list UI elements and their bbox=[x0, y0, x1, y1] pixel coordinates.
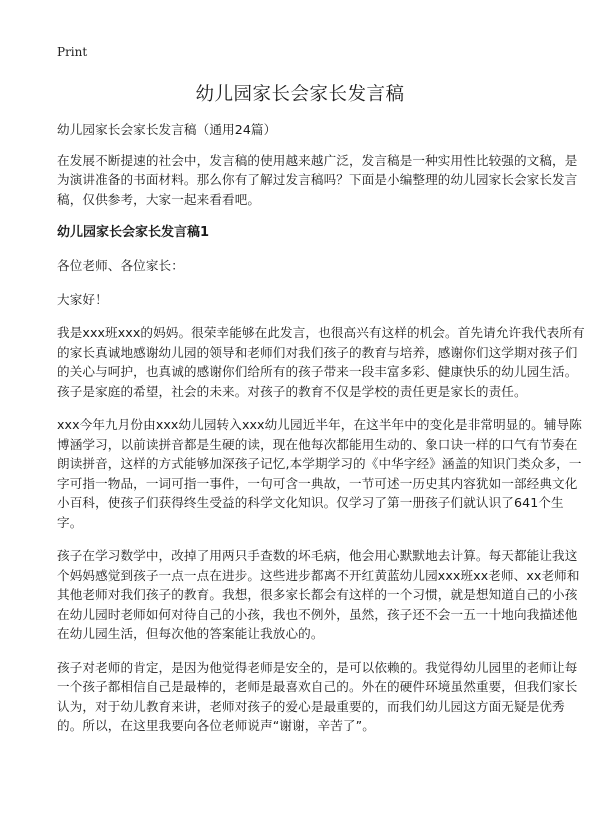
greeting-line: 各位老师、各位家长： bbox=[57, 258, 184, 273]
section-heading: 幼儿园家长会家长发言稿1 bbox=[57, 225, 210, 240]
print-link[interactable]: Print bbox=[57, 45, 88, 59]
document-subtitle: 幼儿园家长会家长发言稿（通用24篇） bbox=[57, 122, 277, 137]
hello-line: 大家好！ bbox=[57, 291, 108, 307]
body-paragraph: 孩子对老师的肯定，是因为他觉得老师是安全的，是可以依赖的。我觉得幼儿园里的老师让每一个孩子都相信自己是最棒的，老师是最喜欢自己的。外在的硬件环境虽然重要，但我们家长认为，对于幼儿教育来讲，老师对孩子的爱心是最重要的，而我们幼儿园这方面无疑是优秀的。所以，在这里我要向各位老师说声“谢谢，辛苦了”。 bbox=[57, 659, 578, 733]
body-paragraph: 孩子在学习数学中，改掉了用两只手查数的坏毛病，他会用心默默地去计算。每天都能让我这个妈妈感觉到孩子一点一点在进步。这些进步都离不开红黄蓝幼儿园xxx班xx老师、xx老师和其他老师对我们孩子的教育。我想，很多家长都会有这样的一个习惯，就是想知道自己的小孩在幼儿园时老师如何对待自己的小孩，我也不例外，虽然，孩子还不会一五一十地向我描述他在幼儿园生活，但每次他的答案能让我放心的。 bbox=[57, 548, 580, 641]
page-title: 幼儿园家长会家长发言稿 bbox=[195, 84, 405, 105]
document-body bbox=[57, 120, 589, 750]
intro-paragraph: 在发展不断提速的社会中，发言稿的使用越来越广泛，发言稿是一种实用性比较强的文稿，是为演讲准备的书面材料。那么你有了解过发言稿吗？下面是小编整理的幼儿园家长会家长发言稿，仅供参考，大家一起来看看吧。 bbox=[57, 152, 578, 207]
body-paragraph: xxx今年九月份由xxx幼儿园转入xxx幼儿园近半年，在这半年中的变化是非常明显的。辅导陈博涵学习，以前读拼音都是生硬的读，现在他每次都能用生动的、象口诀一样的口气有节奏在朗读拼音，这样的方式能够加深孩子记忆,本学期学习的《中华字经》涵盖的知识门类众多，一字可指一物品，一词可指一事件，一句可含一典故，一节可述一历史其内容犹如一部经典文化小百科，使孩子们获得终生受益的科学文化知识。仅学习了第一册孩子们就认识了641个生字。 bbox=[57, 417, 582, 530]
body-paragraph: 我是xxx班xxx的妈妈。很荣幸能够在此发言，也很高兴有这样的机会。首先请允许我代表所有的家长真诚地感谢幼儿园的领导和老师们对我们孩子的教育与培养，感谢你们这学期对孩子们的关心与呵护，也真诚的感谢你们给所有的孩子带来一段丰富多彩、健康快乐的幼儿园生活。孩子是家庭的希望，社会的未来。对孩子的教育不仅是学校的责任更是家长的责任。 bbox=[57, 325, 585, 399]
